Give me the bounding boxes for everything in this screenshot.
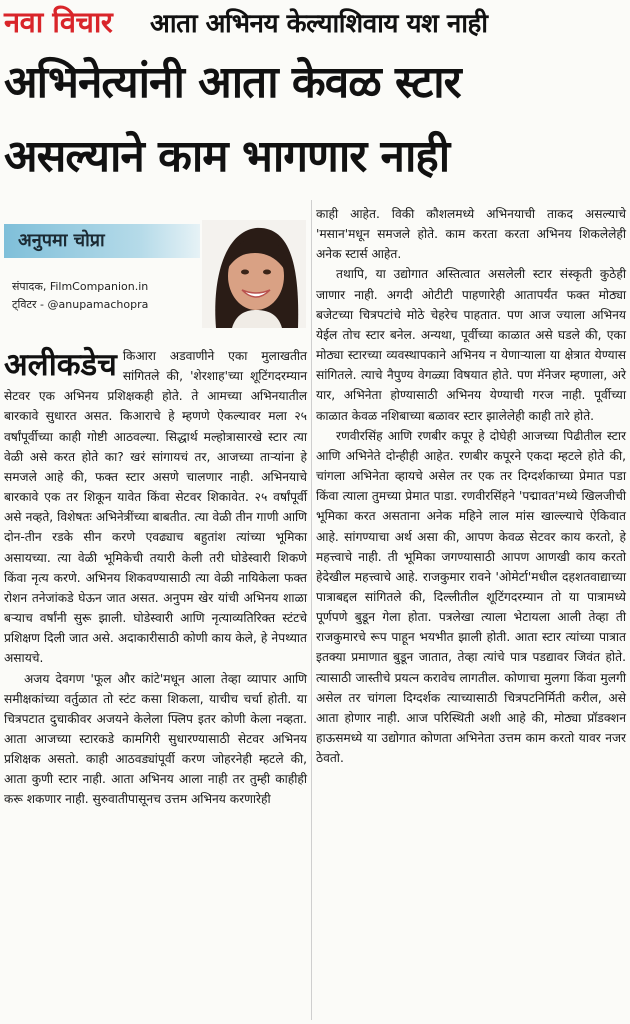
- article-paragraph: रणवीरसिंह आणि रणबीर कपूर हे दोघेही आजच्या पिढीतील स्टार आणि अभिनेते दोन्हीही आहेत. रणबीर कपूरने एकदा म्हटले होते की, चांगला अभिनेता व्हायचे असेल तर एक तर दिग्दर्शकाच्या प्रेमात पडा किंवा त्याला तुमच्या प्रेमात पाडा. रणवीरसिंहने 'पद्मावत'मध्ये खिलजीची भूमिका करत असताना अनेक महिने लाल मांस खाल्ल्याचे ऐकिवात आहे. सांगण्याचा अर्थ असा की, आपण केवळ सेटवर काय करतो, हे महत्त्वाचे नाही. ती भूमिका जगण्यासाठी आपण आणखी काय करतो हेदेखील महत्त्वाचे आहे. राजकुमार रावने 'ओमेर्टा'मधील दहशतवाद्याच्या पात्राबद्दल सांगितले की, दिल्लीतील शूटिंगदरम्यान तो या पात्रामध्ये पूर्णपणे बुडून गेला होता. पत्रलेखा त्याला भेटायला आली तेव्हा ती राजकुमारचे रूप पाहून भयभीत झाली होती. आता स्टार त्यांच्या पात्रात इतक्या प्रमाणात बुडून जातात, तेव्हा त्यांचे पात्र पडद्यावर जिवंत होते. त्यासाठी जास्तीचे प्रयत्न करावेच लागतील. कोणाचा मुलगा किंवा मुलगी असेल तर चांगला दिग्दर्शक त्याच्यासाठी चित्रपटनिर्मिती करील, असे आता होणार नाही. आज परिस्थिती अशी आहे की, मोठ्या प्रॉडक्शन हाऊसमध्ये या उद्योगात कोणता अभिनेता उत्तम काम करतो यावर नजर ठेवतो.: [316, 428, 626, 766]
- author-role: संपादक, FilmCompanion.in: [12, 280, 149, 293]
- article-paragraph: काही आहेत. विकी कौशलमध्ये अभिनयाची ताकद असल्याचे 'मसान'मधून समजले होते. काम करता करता अभिनय शिकलेलेही अनेक स्टार्स आहेत.: [316, 207, 626, 262]
- author-name: अनुपमा चोप्रा: [18, 230, 105, 251]
- article-column-left: [4, 346, 307, 810]
- headline: [4, 46, 626, 194]
- headline-line-2: असल्याने काम भागणार नाही: [4, 131, 450, 182]
- article-paragraph: [4, 346, 307, 669]
- author-name-bar: [4, 224, 200, 258]
- article-column-right: [316, 204, 626, 768]
- author-twitter: ट्विटर - @anupamachopra: [12, 298, 149, 311]
- column-divider: [311, 200, 312, 1020]
- section-brand: नवा विचार: [4, 5, 113, 39]
- kicker-text: आता अभिनय केल्याशिवाय यश नाही: [150, 9, 488, 39]
- paragraph-text: किआरा अडवाणीने एका मुलाखतीत सांगितले की, 'शेरशाह'च्या शूटिंगदरम्यान सेटवर एक अभिनय प्रशिक्षकही होते. ते आमच्या अभिनयातील बारकावे सुधारत असत. किआराचे हे म्हणणे ऐकल्यावर मला २५ वर्षांपूर्वीच्या काही गोष्टी आठवल्या. सिद्धार्थ मल्होत्रासारखे स्टार त्या वेळी असे करत होते का? खरं सांगायचं तर, आजच्या ताऱ्यांना हे समजले आहे की, फक्त स्टार असणे चालणार नाही. अभिनयाचे बारकावे एक तर शिकून यावेत किंवा सेटवर शिकावेत. २५ वर्षांपूर्वी असे नव्हते, विशेषतः अभिनेत्रींच्या बाबतीत. त्या वेळी तीन गाणी आणि दोन-तीन रडके सीन करणे एवढ्याच बहुतांश त्यांच्या भूमिका असायच्या. त्या वेळी भूमिकेची तयारी केली तरी घोडेस्वारी शिकणे किंवा नृत्य करणे. अभिनय शिकवण्यासाठी त्या वेळी नायिकेला फक्त रोशन तनेजांकडे घेऊन जात असत. अनुपम खेर यांची अभिनय शाळा बऱ्याच वर्षांनी सुरू झाली. घोडेस्वारी आणि नृत्याव्यतिरिक्त स्टंटचे प्रशिक्षण दिली जात असे. अदाकारीसाठी कोणी काय केले, हे नेपथ्यात असायचे.: [4, 349, 307, 666]
- headline-line-1: अभिनेत्यांनी आता केवळ स्टार: [4, 57, 461, 108]
- byline: [4, 220, 308, 330]
- article-paragraph: तथापि, या उद्योगात अस्तित्वात असलेली स्टार संस्कृती कुठेही जाणार नाही. अगदी ओटीटी पाहणारेही आतापर्यंत फक्त मोठ्या बजेटच्या चित्रपटांचे मोठे चेहरेच पाहतात. पण आज ज्याला अभिनय येईल तोच स्टार बनेल. अन्यथा, पूर्वीच्या काळात असे घडले की, एका मोठ्या स्टारच्या व्यवस्थापकाने अभिनय न येणाऱ्याला या क्षेत्रात येण्यास सांगितले. त्याचे नैपुण्य वेगळ्या विषयात होते. पण मॅनेजर म्हणाला, अरे यार, अभिनेता होण्यासाठी अभिनय येण्याची गरज नाही. पूर्वीच्या काळात केवळ नशिबाच्या बळावर स्टार झालेलेही काही तारे होते.: [316, 267, 626, 423]
- article-paragraph: अजय देवगण 'फूल और कांटे'मधून आला तेव्हा व्यापार आणि समीक्षकांच्या वर्तुळात तो स्टंट कसा शिकला, याचीच चर्चा होती. या चित्रपटात दुचाकीवर अजयने केलेला फ्लिप इतर कोणी केला नव्हता. आता आजच्या स्टारकडे कामगिरी सुधारण्यासाठी सेटवर अभिनय प्रशिक्षक असतो. काही आठवड्यांपूर्वी करण जोहरनेही म्हटले की, आता कुणी स्टार नाही. आता अभिनय आला नाही तर तुम्ही काहीही करू शकणार नाही. सुरुवातीपासूनच उत्तम अभिनय करणारेही: [4, 671, 307, 807]
- author-details: [12, 278, 148, 314]
- dropcap-word: अलीकडेच: [4, 347, 117, 383]
- author-photo: [202, 220, 306, 328]
